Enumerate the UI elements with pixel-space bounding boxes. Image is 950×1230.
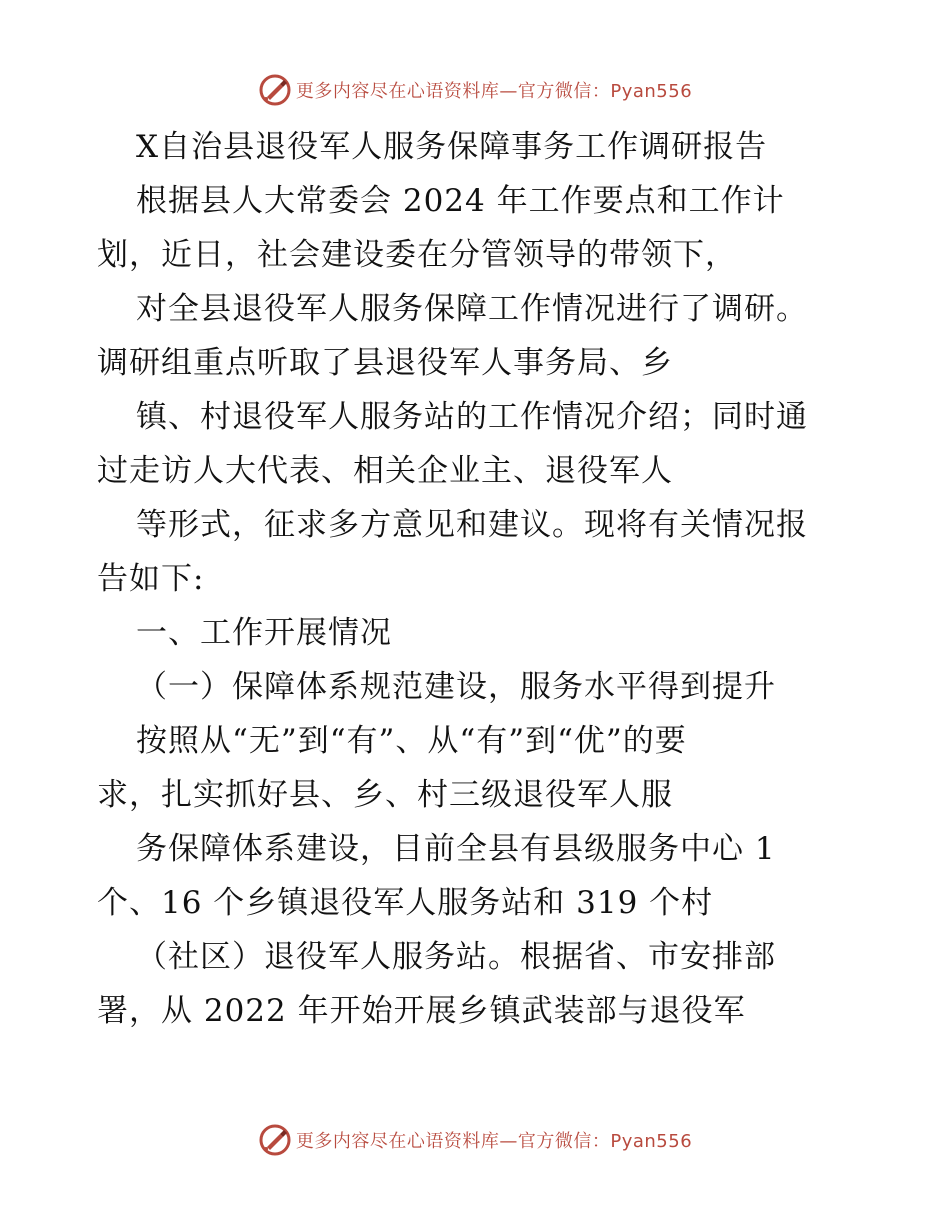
- text-line: （社区）退役军人服务站。根据省、市安排部: [136, 939, 776, 975]
- watermark-text: 更多内容尽在心语资料库—官方微信：Pyan556: [295, 1131, 693, 1152]
- header-watermark: [0, 70, 950, 110]
- text-line: 对全县退役军人服务保障工作情况进行了调研。: [136, 291, 808, 327]
- pen-logo-icon: [258, 1123, 292, 1157]
- text-line: 调研组重点听取了县退役军人事务局、乡: [97, 345, 673, 381]
- text-line: 划，近日，社会建设委在分管领导的带领下，: [97, 237, 737, 273]
- text-line: X自治县退役军人服务保障事务工作调研报告: [136, 129, 768, 165]
- text-line: 一、工作开展情况: [136, 615, 392, 651]
- text-line: 告如下:: [97, 561, 205, 597]
- pen-logo-icon: [258, 73, 292, 107]
- text-line: 署，从 2022 年开始开展乡镇武装部与退役军: [97, 993, 746, 1029]
- text-line: 务保障体系建设，目前全县有县级服务中心 1: [136, 831, 776, 867]
- text-line: 过走访人大代表、相关企业主、退役军人: [97, 453, 673, 489]
- text-line: 镇、村退役军人服务站的工作情况介绍；同时通: [136, 399, 808, 435]
- document-body: [97, 120, 857, 1038]
- text-line: 按照从“无”到“有”、从“有”到“优”的要: [136, 723, 687, 759]
- footer-watermark: [0, 1120, 950, 1160]
- text-line: 个、16 个乡镇退役军人服务站和 319 个村: [97, 885, 714, 921]
- watermark-text: 更多内容尽在心语资料库—官方微信：Pyan556: [295, 81, 693, 102]
- text-line: 等形式，征求多方意见和建议。现将有关情况报: [136, 507, 808, 543]
- text-line: （一）保障体系规范建设，服务水平得到提升: [136, 669, 776, 705]
- text-line: 根据县人大常委会 2024 年工作要点和工作计: [136, 183, 785, 219]
- text-line: 求，扎实抓好县、乡、村三级退役军人服: [97, 777, 673, 813]
